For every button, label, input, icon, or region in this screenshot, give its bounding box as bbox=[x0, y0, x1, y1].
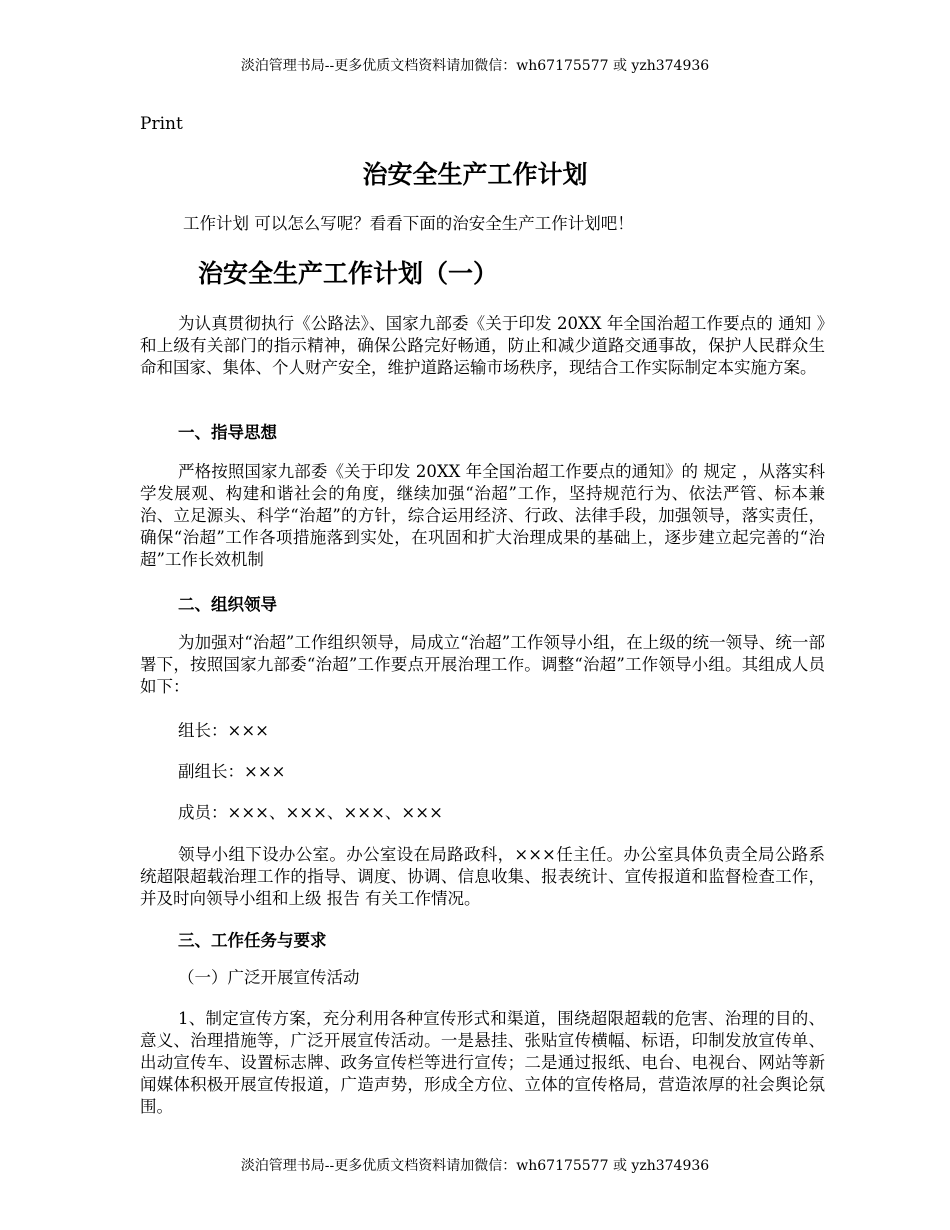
page-header: 淡泊管理书局--更多优质文档资料请加微信：wh67175577 或 yzh374936 bbox=[240, 58, 710, 74]
page-footer: 淡泊管理书局--更多优质文档资料请加微信：wh67175577 或 yzh374936 bbox=[240, 1158, 710, 1174]
paragraph-publicity: 1、制定宣传方案，充分利用各种宣传形式和渠道，围绕超限超载的危害、治理的目的、意义、治理措施等，广泛开展宣传活动。一是悬挂、张贴宣传横幅、标语，印制发放宣传单、出动宣传车、设置标志牌、政务宣传栏等进行宣传；二是通过报纸、电台、电视台、网站等新闻媒体积极开展宣传报道，广造声势，形成全方位、立体的宣传格局，营造浓厚的社会舆论氛围。 bbox=[140, 1009, 825, 1116]
paragraph-organization: 为加强对“治超”工作组织领导，局成立“治超”工作领导小组，在上级的统一领导、统一部署下，按照国家九部委“治超”工作要点开展治理工作。调整“治超”工作领导小组。其组成人员如下： bbox=[140, 633, 825, 696]
document-title: 治安全生产工作计划 bbox=[362, 160, 588, 189]
deputy-leader-line: 副组长：××× bbox=[178, 762, 286, 781]
print-label: Print bbox=[140, 114, 183, 134]
leader-line: 组长：××× bbox=[178, 721, 269, 740]
heading-organization: 二、组织领导 bbox=[178, 595, 277, 614]
section-title: 治安全生产工作计划（一） bbox=[198, 259, 499, 288]
paragraph-office: 领导小组下设办公室。办公室设在局路政科，×××任主任。办公室具体负责全局公路系统超限超载治理工作的指导、调度、协调、信息收集、报表统计、宣传报道和监督检查工作，并及时向领导小组和上级 报告 有关工作情况。 bbox=[140, 845, 825, 908]
heading-guiding-ideology: 一、指导思想 bbox=[178, 423, 277, 442]
paragraph-intro: 为认真贯彻执行《公路法》、国家九部委《关于印发 20XX 年全国治超工作要点的 通知 》和上级有关部门的指示精神，确保公路完好畅通，防止和减少道路交通事故，保护人民群众生命和国家、集体、个人财产安全，维护道路运输市场秩序，现结合工作实际制定本实施方案。 bbox=[140, 314, 825, 377]
intro-text: 工作计划 可以怎么写呢？看看下面的治安全生产工作计划吧！ bbox=[183, 214, 634, 233]
paragraph-guiding-ideology: 严格按照国家九部委《关于印发 20XX 年全国治超工作要点的通知》的 规定 ，从落实科学发展观、构建和谐社会的角度，继续加强“治超”工作，坚持规范行为、依法严管、标本兼治、立足源头、科学“治超”的方针，综合运用经济、行政、法律手段，加强领导，落实责任，确保“治超”工作各项措施落到实处，在巩固和扩大治理成果的基础上，逐步建立起完善的“治超”工作长效机制 bbox=[140, 462, 825, 569]
members-line: 成员：×××、×××、×××、××× bbox=[178, 803, 443, 822]
subsection-publicity: （一）广泛开展宣传活动 bbox=[178, 968, 360, 987]
heading-tasks: 三、工作任务与要求 bbox=[178, 931, 327, 950]
